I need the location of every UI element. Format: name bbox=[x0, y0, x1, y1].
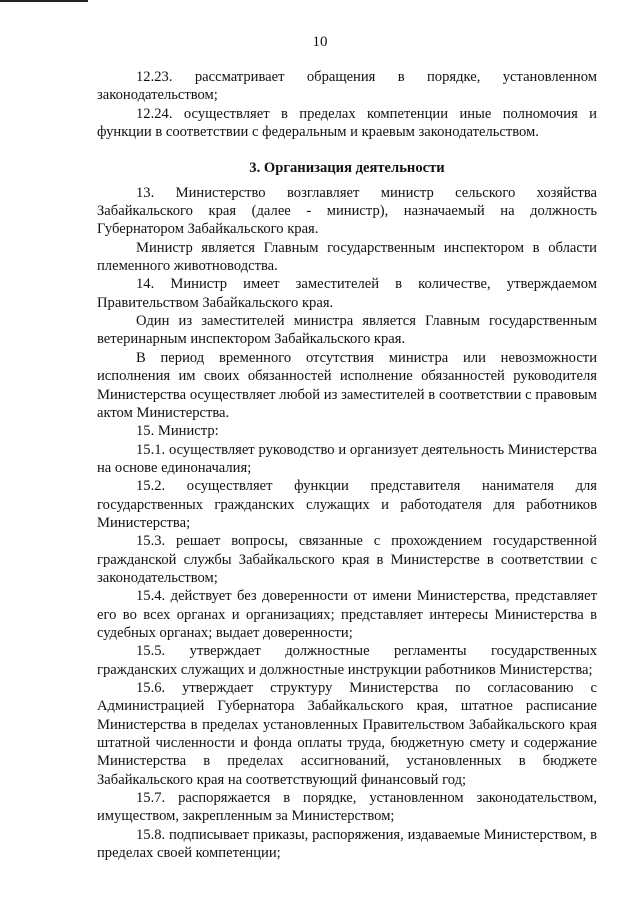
paragraph-13-inspector: Министр является Главным государственным инспектором в области племенного животноводства. bbox=[97, 239, 597, 275]
paragraph-14-absence: В период временного отсутствия министра или невозможности исполнения им своих обязанностей исполнение обязанностей руководителя Министерства осуществляет любой из заместителей в соответствии с правовым актом Министерства. bbox=[97, 349, 597, 421]
paragraph-13: 13. Министерство возглавляет министр сельского хозяйства Забайкальского края (далее - министр), назначаемый на должность Губернатором Забайкальского края. bbox=[97, 184, 597, 238]
paragraph-12-24: 12.24. осуществляет в пределах компетенции иные полномочия и функции в соответствии с федеральным и краевым законодательством. bbox=[97, 105, 597, 141]
paragraph-15-3: 15.3. решает вопросы, связанные с прохождением государственной гражданской службы Забайкальского края в Министерстве в соответствии с законодательством; bbox=[97, 533, 597, 586]
top-margin-rule bbox=[0, 0, 88, 2]
paragraph-15-1: 15.1. осуществляет руководство и организует деятельность Министерства на основе единоначалия; bbox=[97, 441, 597, 476]
paragraph-12-23: 12.23. рассматривает обращения в порядке, установленном законодательством; bbox=[97, 69, 597, 104]
document-body bbox=[97, 68, 597, 862]
paragraph-15-4: 15.4. действует без доверенности от имени Министерства, представляет его во всех органах и организациях; представляет интересы Министерства в судебных органах; выдает доверенности; bbox=[97, 588, 597, 641]
paragraph-15-5: 15.5. утверждает должностные регламенты государственных гражданских служащих и должностные инструкции работников Министерства; bbox=[97, 643, 597, 678]
paragraph-15-2: 15.2. осуществляет функции представителя нанимателя для государственных гражданских служащих и работодателя для работников Министерства; bbox=[97, 478, 597, 531]
page-number: 10 bbox=[312, 34, 328, 50]
section-title: 3. Организация деятельности bbox=[249, 160, 445, 177]
paragraph-15-7: 15.7. распоряжается в порядке, установленном законодательством, имуществом, закрепленным за Министерством; bbox=[97, 790, 597, 825]
paragraph-15-6: 15.6. утверждает структуру Министерства по согласованию с Администрацией Губернатора Забайкальского края, штатное расписание Министерства в пределах установленных Правительством Забайкальского края штатной численности и фонда оплаты труда, бюджетную смету и содержание Министерства в пределах ассигнований, установленных в бюджете Забайкальского края на соответствующий финансовый год; bbox=[97, 680, 597, 788]
paragraph-15: 15. Министр: bbox=[136, 423, 219, 440]
paragraph-14-deputy: Один из заместителей министра является Главным государственным ветеринарным инспектором Забайкальского края. bbox=[97, 313, 597, 348]
paragraph-15-8: 15.8. подписывает приказы, распоряжения, издаваемые Министерством, в пределах своей компетенции; bbox=[97, 826, 597, 862]
paragraph-14: 14. Министр имеет заместителей в количестве, утверждаемом Правительством Забайкальского края. bbox=[97, 276, 597, 311]
